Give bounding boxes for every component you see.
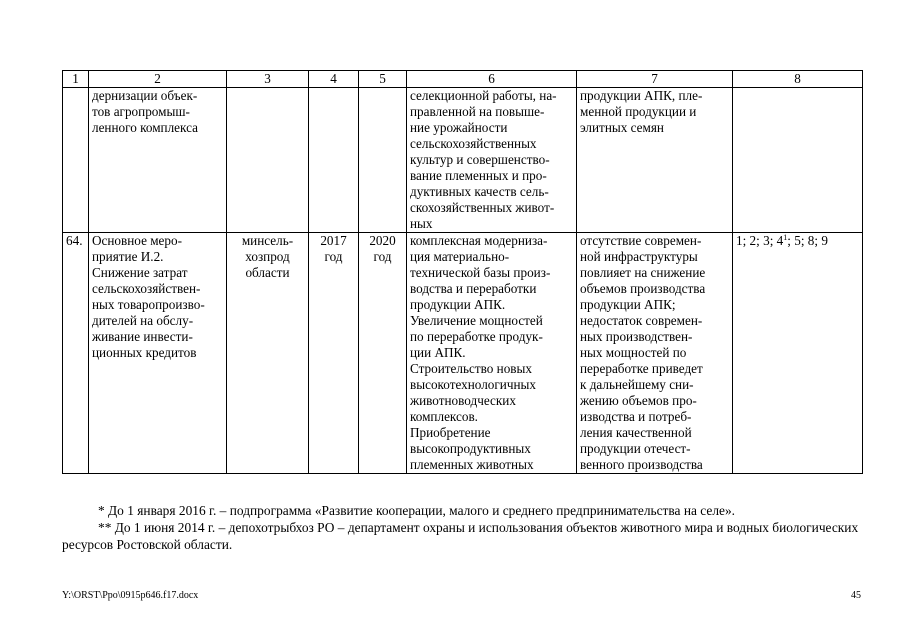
text-line: минсель-: [241, 233, 294, 248]
text-line: ных мощностей по: [580, 345, 687, 360]
text-line: по переработке продук-: [410, 329, 543, 344]
text-line: отсутствие современ-: [580, 233, 702, 248]
text-line: сельскохозяйствен-: [92, 281, 201, 296]
text-line: племенных животных: [410, 457, 534, 472]
indicators-text-rest: ; 5; 8; 9: [787, 233, 828, 248]
text-line: Приобретение: [410, 425, 491, 440]
indicators-superscript: 1: [783, 233, 788, 242]
cell-consequences: [577, 233, 733, 474]
text-line: правленной на повыше-: [410, 104, 545, 119]
text-line: высокопродуктивных: [410, 441, 531, 456]
text-line: ных товаропроизво-: [92, 297, 205, 312]
footnote-2: ** До 1 июня 2014 г. – депохотрыбхоз РО – департамент охраны и использования объектов животного мира и водных биологических ресурсов Ростовской области.: [62, 520, 859, 552]
text-line: животноводческих: [410, 393, 516, 408]
cell-expected-result: [407, 233, 577, 474]
header-cell-4: 4: [309, 71, 359, 88]
text-line: приятие И.2.: [92, 249, 164, 264]
cell-row-number: 64.: [63, 233, 89, 474]
text-line: жению объемов про-: [580, 393, 697, 408]
table-row-64: [63, 233, 863, 474]
text-line: переработке приведет: [580, 361, 703, 376]
text-line: год: [324, 249, 343, 264]
text-line: к дальнейшему сни-: [580, 377, 694, 392]
text-line: ленного комплекса: [92, 120, 198, 135]
text-line: Основное меро-: [92, 233, 182, 248]
text-line: хозпрод: [245, 249, 290, 264]
cell-empty: [227, 88, 309, 233]
text-line: скохозяйственных живот-: [410, 200, 555, 215]
text-line: селекционной работы, на-: [410, 88, 557, 103]
footnote-1: * До 1 января 2016 г. – подпрограмма «Развитие кооперации, малого и среднего предпринимательства на селе».: [98, 503, 736, 518]
text-line: водства и переработки: [410, 281, 537, 296]
cell-executor: [227, 233, 309, 474]
main-table: [62, 70, 863, 474]
table-row-continuation: [63, 88, 863, 233]
text-line: год: [373, 249, 392, 264]
cell-continuation-result: [407, 88, 577, 233]
text-line: живание инвести-: [92, 329, 193, 344]
text-line: ных производствен-: [580, 329, 693, 344]
text-line: Снижение затрат: [92, 265, 188, 280]
text-line: недостаток современ-: [580, 313, 703, 328]
text-line: технической базы произ-: [410, 265, 551, 280]
text-line: дителей на обслу-: [92, 313, 194, 328]
text-line: ной инфраструктуры: [580, 249, 698, 264]
text-line: высокотехнологичных: [410, 377, 536, 392]
text-line: ние урожайности: [410, 120, 508, 135]
text-line: объемов производства: [580, 281, 706, 296]
cell-continuation-measure: [89, 88, 227, 233]
cell-indicators: [733, 233, 863, 474]
text-line: комплексная модерниза-: [410, 233, 548, 248]
header-cell-2: 2: [89, 71, 227, 88]
cell-continuation-consequences: [577, 88, 733, 233]
text-line: сельскохозяйственных: [410, 136, 537, 151]
cell-empty: [359, 88, 407, 233]
text-line: комплексов.: [410, 409, 478, 424]
cell-empty: [733, 88, 863, 233]
text-line: Увеличение мощностей: [410, 313, 543, 328]
header-cell-6: 6: [407, 71, 577, 88]
footnotes: [62, 502, 862, 553]
cell-start-year: [309, 233, 359, 474]
text-line: ления качественной: [580, 425, 692, 440]
text-line: дуктивных качеств сель-: [410, 184, 549, 199]
text-line: ных: [410, 216, 433, 231]
header-cell-5: 5: [359, 71, 407, 88]
text-line: продукции АПК.: [410, 297, 506, 312]
cell-end-year: [359, 233, 407, 474]
document-path: Y:\ORST\Ppo\0915p646.f17.docx: [62, 590, 199, 601]
text-line: венного производства: [580, 457, 703, 472]
header-row: [63, 71, 863, 88]
text-line: дернизации объек-: [92, 88, 198, 103]
text-line: области: [245, 265, 290, 280]
text-line: повлияет на снижение: [580, 265, 706, 280]
cell-empty: [63, 88, 89, 233]
text-line: изводства и потреб-: [580, 409, 692, 424]
cell-measure-name: [89, 233, 227, 474]
text-line: ции АПК.: [410, 345, 466, 360]
text-line: вание племенных и про-: [410, 168, 547, 183]
indicators-text: 1; 2; 3; 4: [736, 233, 784, 248]
text-line: ция материально-: [410, 249, 510, 264]
text-line: 2017: [320, 233, 347, 248]
text-line: тов агропромыш-: [92, 104, 190, 119]
text-line: Строительство новых: [410, 361, 532, 376]
text-line: менной продукции и: [580, 104, 697, 119]
text-line: элитных семян: [580, 120, 664, 135]
text-line: ционных кредитов: [92, 345, 197, 360]
header-cell-8: 8: [733, 71, 863, 88]
text-line: культур и совершенство-: [410, 152, 550, 167]
text-line: 2020: [369, 233, 396, 248]
text-line: продукции отечест-: [580, 441, 691, 456]
page-number: 45: [851, 590, 861, 601]
header-cell-1: 1: [63, 71, 89, 88]
header-cell-3: 3: [227, 71, 309, 88]
text-line: продукции АПК, пле-: [580, 88, 703, 103]
cell-empty: [309, 88, 359, 233]
text-line: продукции АПК;: [580, 297, 676, 312]
header-cell-7: 7: [577, 71, 733, 88]
